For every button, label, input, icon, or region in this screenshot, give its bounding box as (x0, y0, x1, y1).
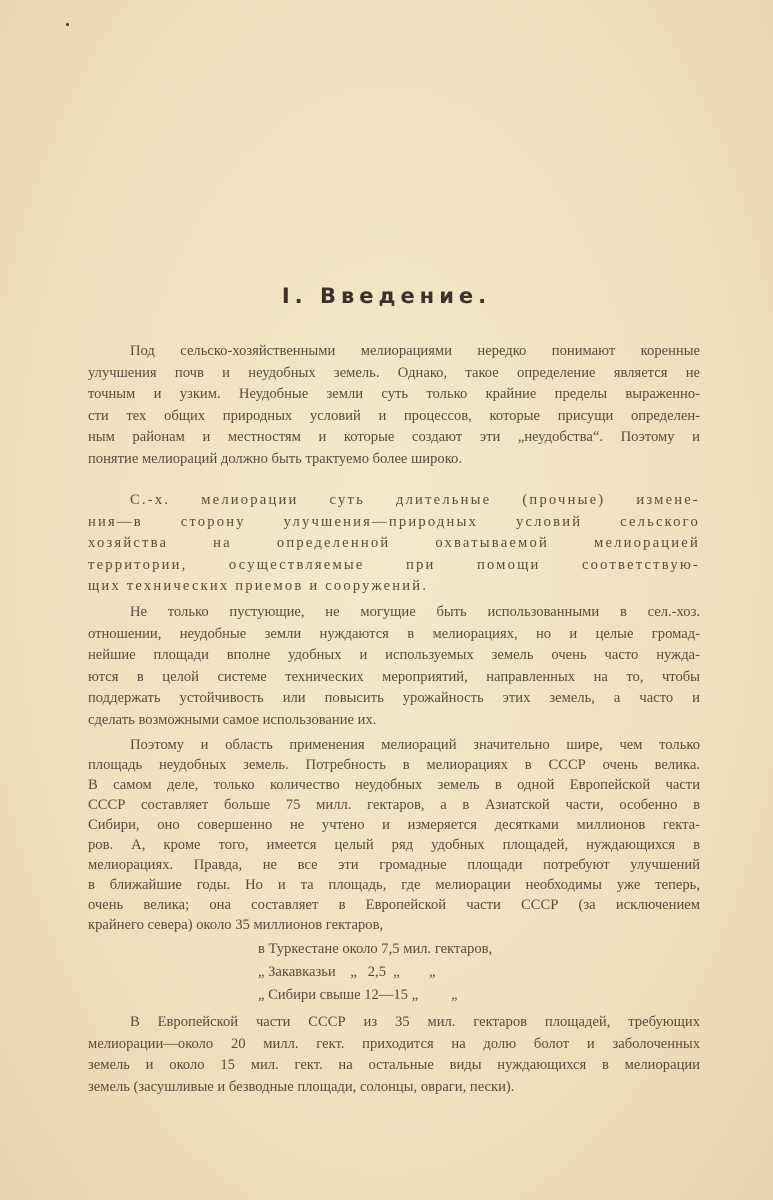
text-line: СССР составляет больше 75 милл. гектаров, а в Азиатской части, особенно в (88, 797, 700, 813)
text-line: улучшения почв и неудобных земель. Однако, такое определение является не (88, 364, 700, 381)
section-heading: I. Введение. (281, 284, 492, 308)
text-line: земель и около 15 мил. гект. на остальные виды нуждающихся в мелиорации (88, 1057, 700, 1073)
text-line: ния—в сторону улучшения—природных условий сельского (88, 513, 700, 530)
text-line: ются в целой системе технических мероприятий, направленных на то, чтобы (88, 668, 700, 685)
text-line: территории, осуществляемые при помощи соответствую- (88, 556, 700, 573)
text-line: поддержать устойчивость или повысить урожайность этих земель, а часто и (88, 690, 700, 706)
text-line: мелиорации—около 20 милл. гект. приходится на долю болот и заболоченных (88, 1035, 700, 1052)
text-line: крайнего севера) около 35 миллионов гектаров, (88, 917, 384, 933)
text-line: В Европейской части СССР из 35 мил. гектаров площадей, требующих (130, 1014, 700, 1030)
paragraph-european-part (88, 1012, 700, 1098)
text-line: Под сельско-хозяйственными мелиорациями нередко понимают коренные (130, 343, 700, 359)
text-line: Не только пустующие, не могущие быть использованными в сел.-хоз. (130, 604, 700, 620)
text-line: в ближайшие годы. Но и та площадь, где мелиорации необходимы уже теперь, (88, 877, 700, 893)
text-line: площадь неудобных земель. Потребность в мелиорациях в СССР очень велика. (88, 757, 700, 773)
paragraph-unusable-lands (88, 602, 700, 731)
text-line: ров. А, кроме того, имеется целый ряд удобных площадей, нуждающихся в (88, 837, 700, 853)
text-line: щих технических приемов и сооружений. (88, 578, 429, 594)
text-line: С.-х. мелиорации суть длительные (прочные) измене- (130, 492, 700, 508)
paragraph-definition (88, 341, 700, 470)
text-line: мелиорациях. Правда, не все эти громадные площади потребуют улучшений (88, 857, 700, 873)
region-area-list (258, 938, 558, 1007)
paper-speck (66, 23, 69, 26)
text-line: отношении, неудобные земли нуждаются в мелиорациях, но и целые громад- (88, 625, 700, 642)
text-line: Поэтому и область применения мелиораций значительно шире, чем только (130, 737, 700, 753)
text-line: сти тех общих природных условий и процессов, которые присущи определен- (88, 407, 700, 424)
text-line: В самом деле, только количество неудобных земель в одной Европейской части (88, 777, 700, 793)
list-item: „ Закавказьи „ 2,5 „ „ (258, 964, 436, 980)
text-line: сделать возможными самое использование их. (88, 711, 377, 728)
paragraph-need-in-ussr (88, 735, 700, 935)
text-line: нейшие площади вполне удобных и используемых земель очень часто нужда- (88, 647, 700, 663)
list-item: в Туркестане около 7,5 мил. гектаров, (258, 941, 493, 957)
text-line: точным и узким. Неудобные земли суть только крайние пределы выраженно- (88, 386, 700, 402)
text-line: очень велика; она составляет в Европейской части СССР (за исключением (88, 897, 700, 913)
text-line: ным районам и местностям и которые создают эти „неудобства“. Поэтому и (88, 429, 700, 445)
text-line: хозяйства на определенной охватываемой мелиорацией (88, 535, 700, 551)
paragraph-meliorations-definition (88, 490, 700, 598)
list-item: „ Сибири свыше 12—15 „ „ (258, 987, 458, 1003)
text-line: Сибири, оно совершенно не учтено и измеряется десятками миллионов гекта- (88, 817, 700, 833)
text-line: понятие мелиораций должно быть трактуемо более широко. (88, 450, 462, 467)
text-line: земель (засушливые и безводные площади, солонцы, овраги, пески). (88, 1078, 515, 1095)
